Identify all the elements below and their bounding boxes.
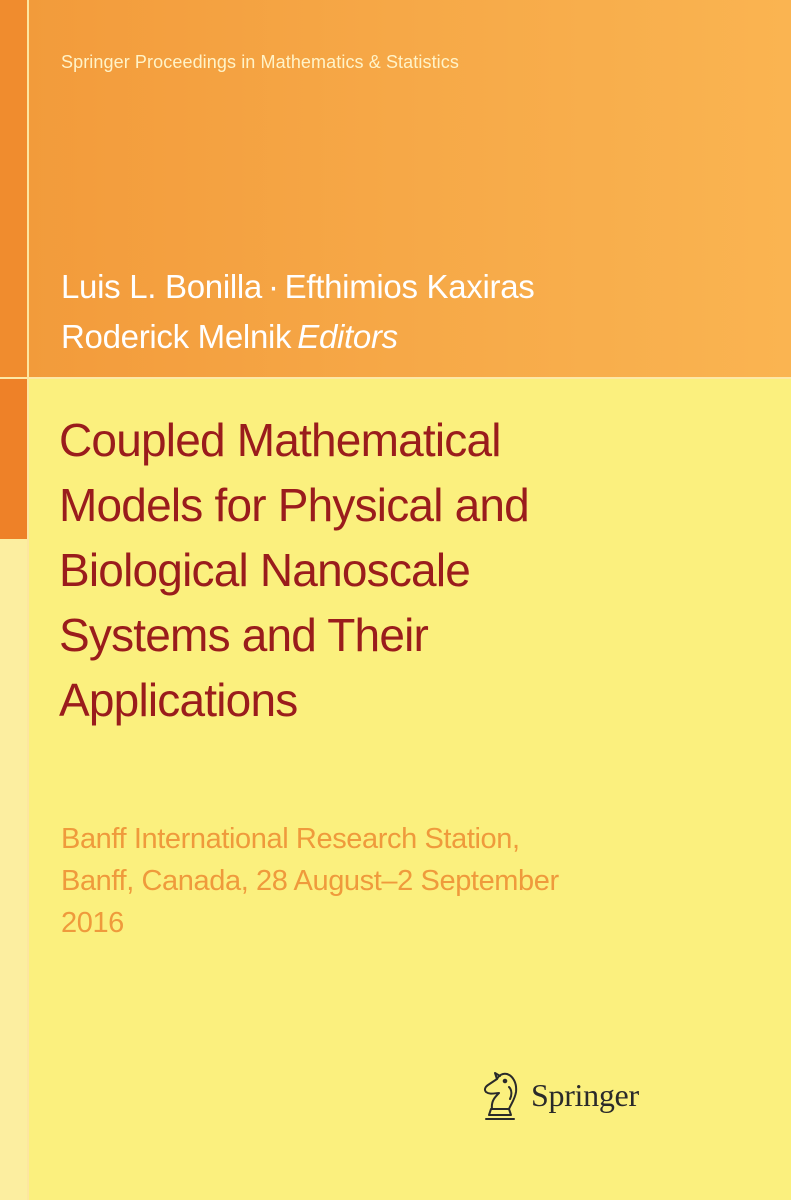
stripe-line (27, 0, 29, 1200)
editor-name: Luis L. Bonilla (61, 268, 262, 305)
left-stripe-lower (0, 379, 27, 539)
title-line: Biological Nanoscale (59, 544, 471, 596)
title-line: Coupled Mathematical (59, 414, 501, 466)
editor-name: Efthimios Kaxiras (284, 268, 535, 305)
book-title (59, 408, 759, 733)
editors-role-label: Editors (297, 318, 398, 355)
band-divider (0, 377, 791, 379)
editors-line-1 (61, 262, 534, 312)
editors-line-2 (61, 312, 534, 362)
subtitle-line: 2016 (61, 907, 124, 939)
subtitle-line: Banff, Canada, 28 August–2 September (61, 865, 559, 897)
title-line: Systems and Their (59, 609, 429, 661)
springer-horse-logo-icon (475, 1065, 525, 1125)
title-line: Applications (59, 674, 298, 726)
subtitle-line: Banff International Research Station, (61, 823, 520, 855)
publisher-name: Springer (531, 1076, 639, 1113)
editor-separator: · (267, 268, 279, 305)
title-line: Models for Physical and (59, 479, 529, 531)
book-subtitle (61, 818, 761, 944)
publisher-mark (475, 1065, 639, 1125)
series-name: Springer Proceedings in Mathematics & Statistics (61, 52, 459, 72)
left-stripe-upper (0, 0, 27, 377)
left-stripe-pale (0, 539, 27, 1200)
editor-name: Roderick Melnik (61, 318, 292, 355)
editors-block (61, 262, 534, 362)
